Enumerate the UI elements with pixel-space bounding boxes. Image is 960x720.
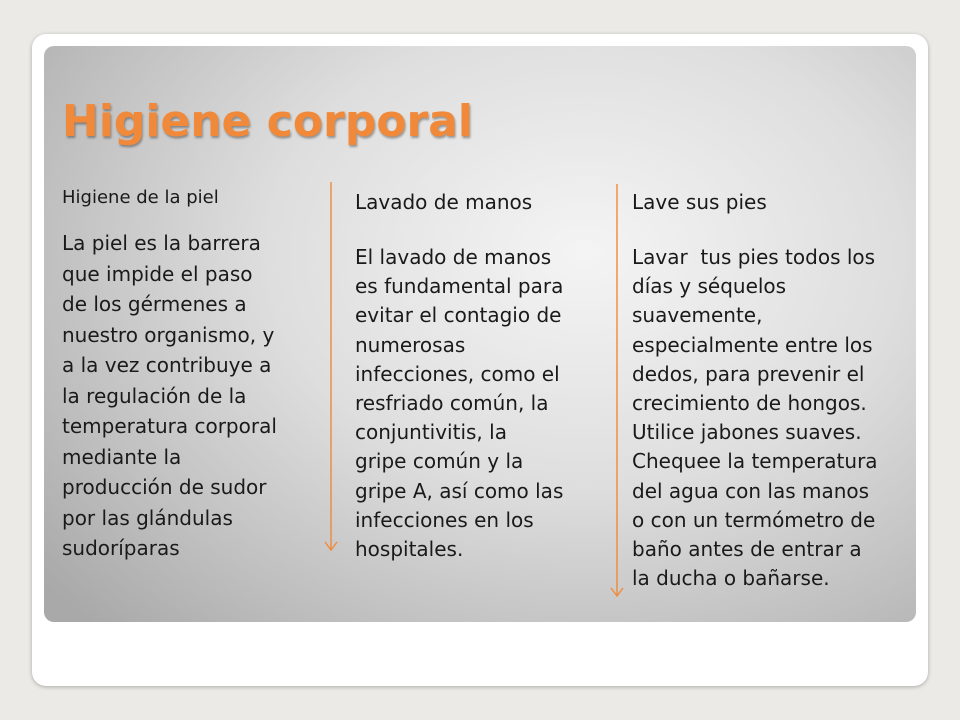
body-line: la ducha o bañarse. bbox=[632, 566, 830, 591]
column-foot-washing bbox=[632, 187, 928, 593]
arrow-down-icon bbox=[322, 182, 340, 554]
column-body bbox=[62, 228, 324, 564]
body-line: o con un termómetro de bbox=[632, 507, 876, 532]
column-skin-hygiene bbox=[62, 183, 324, 564]
body-line: suavemente, bbox=[632, 303, 763, 328]
body-line: temperatura corporal bbox=[62, 414, 277, 438]
body-line: sudoríparas bbox=[62, 536, 180, 560]
body-line: dedos, para prevenir el bbox=[632, 361, 865, 386]
body-line: El lavado de manos bbox=[355, 245, 552, 269]
column-body bbox=[632, 243, 928, 593]
body-line: La piel es la barrera bbox=[62, 231, 261, 255]
body-line: del agua con las manos bbox=[632, 478, 870, 503]
body-line: gripe A, así como las bbox=[355, 478, 564, 503]
body-line: mediante la bbox=[62, 444, 182, 469]
body-line: numerosas bbox=[355, 332, 466, 357]
body-line: crecimiento de hongos. bbox=[632, 391, 867, 416]
body-line: de los gérmenes a bbox=[62, 292, 247, 316]
body-line: resfriado común, la bbox=[355, 391, 549, 416]
body-line: Utilice jabones suaves. bbox=[632, 420, 862, 445]
body-line: gripe común y la bbox=[355, 449, 524, 474]
arrow-down-icon bbox=[608, 184, 626, 600]
body-line: infecciones, como el bbox=[355, 361, 560, 386]
body-line: la regulación de la bbox=[62, 383, 247, 408]
body-line: evitar el contagio de bbox=[355, 303, 562, 328]
body-line: por las glándulas bbox=[62, 505, 233, 530]
column-heading: Lavado de manos bbox=[355, 190, 533, 214]
body-line: especialmente entre los bbox=[632, 332, 873, 357]
body-line: infecciones en los bbox=[355, 507, 534, 532]
slide-title: Higiene corporal bbox=[62, 96, 474, 147]
body-line: Chequee la temperatura bbox=[632, 449, 878, 474]
body-line: Lavar tus pies todos los bbox=[632, 245, 876, 269]
body-line: es fundamental para bbox=[355, 274, 564, 299]
body-line: producción de sudor bbox=[62, 475, 267, 499]
body-line: a la vez contribuye a bbox=[62, 353, 272, 377]
body-line: que impide el paso bbox=[62, 261, 253, 286]
body-line: días y séquelos bbox=[632, 274, 787, 299]
column-heading: Higiene de la piel bbox=[62, 187, 219, 208]
column-hand-washing bbox=[355, 187, 613, 564]
body-line: baño antes de entrar a bbox=[632, 537, 862, 562]
body-line: hospitales. bbox=[355, 537, 464, 562]
body-line: nuestro organismo, y bbox=[62, 322, 275, 347]
column-body bbox=[355, 243, 613, 564]
body-line: conjuntivitis, la bbox=[355, 420, 507, 445]
column-heading: Lave sus pies bbox=[632, 190, 767, 214]
